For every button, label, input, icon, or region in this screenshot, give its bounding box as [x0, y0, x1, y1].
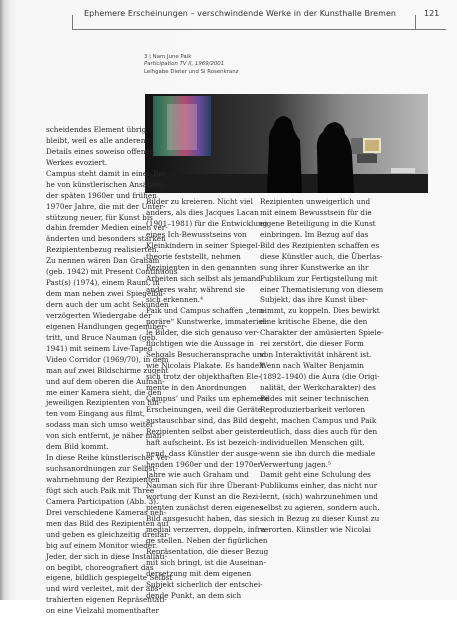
text-line: Charakter der amüsierten Spiele-	[260, 328, 384, 338]
text-line: Bild ausgesucht haben, das sie	[146, 514, 260, 524]
text-line: nimmt, zu koppeln. Dies bewirkt	[260, 306, 380, 316]
photo-image	[145, 94, 428, 193]
text-line: verorten. Künstler wie Nicolai	[260, 525, 371, 535]
text-line: mit sich bringt, ist die Auseinan-	[146, 557, 266, 567]
text-line: sich in Bezug zu dieser Kunst zu	[260, 514, 380, 524]
caption-line: Leihgabe Dieter und Si Rosenkranz	[144, 68, 239, 75]
text-line: Paik und Campus schaffen „tem-	[146, 306, 266, 316]
text-line: austauschbar sind, das Bild des	[146, 415, 263, 425]
text-line: (geb. 1942) mit Present Continuous	[46, 267, 178, 277]
text-line: wie Nicolais Plakate. Es handelt	[146, 361, 265, 371]
text-line: diese Künstler auch, die Überlas-	[260, 251, 383, 261]
text-line: dersetzung mit dem eigenen	[146, 568, 252, 578]
text-line: big auf einem Monitor wieder.	[46, 540, 158, 550]
text-line: fügt sich auch Paik mit Three	[46, 485, 155, 495]
text-line: Rezipienten in den genannten	[146, 262, 257, 272]
text-line: eigenen Handlungen gegenüber-	[46, 321, 168, 331]
text-line: Reproduzierbarkeit verloren	[260, 404, 366, 414]
text-line: (1901–1981) für die Entwicklung	[146, 218, 268, 228]
caption-line: Participation TV II, 1969/2001	[144, 61, 225, 68]
text-line: stützung neuer, für Kunst bis	[46, 212, 153, 222]
text-line: der späten 1960er und frühen	[46, 190, 157, 200]
text-line: trahierten eigenen Repräsentati-	[46, 595, 167, 605]
text-line: Zu nennen wären Dan Graham	[46, 256, 160, 266]
text-line: ten vom Eingang aus filmt,	[46, 409, 145, 419]
text-line: Video Corridor (1969/70), in dem	[46, 354, 169, 364]
text-line: 1970er Jahre, die mit der Unter-	[46, 201, 166, 211]
header-tick-right	[415, 15, 416, 29]
text-line: Jeder, der sich in diese Installati-	[46, 551, 168, 561]
text-line: poräre“ Kunstwerke, immateriel-	[146, 317, 268, 327]
text-line: henden 1960er und der 1970er	[146, 459, 262, 469]
text-line: suchsanordnungen zur Selbst-	[46, 464, 158, 474]
text-line: on begibt, choreografiert das	[46, 562, 154, 572]
text-line: on eine Vielzahl momenthafter	[46, 606, 160, 616]
installation-photo	[145, 94, 428, 193]
text-line: he von künstlerischen Ansätzen	[46, 179, 163, 189]
text-line: Details eines soweiso offenen	[46, 146, 155, 156]
text-line: In diese Reihe künstlerischer Ver-	[46, 453, 171, 463]
text-line: Campus steht damit in einer Rei-	[46, 168, 168, 178]
text-column-2	[146, 197, 269, 602]
header-title: Ephemere Erscheinungen – verschwindende Werke in der Kunsthalle Bremen	[84, 9, 397, 18]
running-header	[0, 6, 457, 28]
text-line: deutlich, dass dies auch für den	[260, 426, 378, 436]
text-line: Bild des Rezipienten schaffen es	[260, 240, 380, 250]
figure-caption	[144, 54, 238, 76]
text-line: eigene Beteiligung in die Kunst	[260, 218, 376, 228]
text-line: dahin fremder Medien einen ver-	[46, 223, 168, 233]
text-line: Bilder zu kreieren. Nicht viel	[146, 197, 253, 206]
text-line: le Bilder, die sich genauso ver-	[146, 328, 260, 338]
text-line: verzögerten Wiedergabe der	[46, 310, 152, 320]
header-tick-left	[72, 15, 73, 29]
text-line: sung ihrer Kunstwerke an ihr	[260, 262, 369, 272]
text-line: bleibt, weil es alle anderen	[46, 135, 146, 145]
header-rule	[72, 29, 446, 30]
text-line: Werkes evoziert.	[46, 157, 108, 167]
text-line: individuellen Menschen gilt,	[260, 437, 365, 447]
text-line: sich erkennen.⁴	[146, 295, 204, 305]
text-line: sodass man sich umso weiter	[46, 420, 154, 430]
text-line: Publikums einher, das nicht nur	[260, 481, 378, 491]
text-line: tritt, und Bruce Nauman (geb.	[46, 332, 158, 342]
text-line: von Interaktivität inhärent ist.	[260, 350, 372, 360]
text-line: Verwertung jagen.⁵	[260, 459, 331, 469]
text-line: Drei verschiedene Kameras neh-	[46, 507, 167, 517]
text-line: Camera Participation (Abb. 3).	[46, 496, 159, 506]
text-line: Subjekt sicherlich der entschei-	[146, 579, 263, 589]
text-line: me einer Kamera sieht, die den	[46, 387, 162, 397]
text-line: eine kritische Ebene, die den	[260, 317, 368, 327]
text-line: man auf zwei Bildschirme zugeht	[46, 365, 169, 375]
text-line: Damit geht eine Schulung des	[260, 470, 371, 480]
text-line: Subjekt, das ihre Kunst über-	[260, 295, 368, 305]
text-line: selbst zu agieren, sondern auch,	[260, 503, 380, 513]
text-line: wahrnehmung der Rezipienten	[46, 475, 160, 484]
text-line: rei zerstört, die dieser Form	[260, 339, 364, 349]
text-line: dern auch der um acht Sekunden	[46, 300, 169, 309]
text-line: ge stellen. Neben der figürlichen	[146, 536, 268, 546]
text-line: Nauman sich für ihre Überant-	[146, 481, 260, 491]
text-line: sich trotz der objekthaften Ele-	[146, 372, 261, 381]
text-line: Sehgals Besucheransprache und	[146, 350, 267, 360]
text-line: lernt, (sich) wahrzunehmen und	[260, 492, 378, 502]
page-number: 121	[424, 9, 440, 18]
text-line: eines Ich-Bewusstseins von	[146, 229, 247, 239]
text-line: Kleinkindern in seiner Spiegel-	[146, 240, 261, 250]
text-line: nend, dass Künstler der ausge-	[146, 448, 260, 458]
text-line: Repräsentation, die dieser Bezug	[146, 547, 269, 556]
text-line: wenn sie ihn durch die mediale	[260, 448, 376, 458]
text-line: Past(s) (1974), einem Raum, in	[46, 278, 160, 288]
text-line: und wird verleitet, mit der abs-	[46, 584, 161, 594]
text-line: dende Punkt, an dem sich	[146, 590, 242, 600]
text-line: anderes wahr, während sie	[146, 284, 246, 294]
text-line: dem man neben zwei Spiegelbil-	[46, 289, 166, 299]
text-line: mit einem Bewusstsein für die	[260, 207, 372, 217]
text-line: dem Bild kommt.	[46, 442, 109, 452]
text-line: einer Thematisierung von diesem	[260, 284, 384, 294]
text-line: wortung der Kunst an die Rezi-	[146, 492, 261, 502]
text-line: jeweiligen Rezipienten von hin-	[46, 398, 162, 408]
text-line: Wenn nach Walter Benjamin	[260, 361, 364, 371]
text-line: men das Bild des Rezipienten auf	[46, 518, 169, 528]
text-line: Arbeiten sich selbst als jemand	[146, 273, 261, 283]
text-line: Bildes mit seiner technischen	[260, 393, 369, 403]
caption-line: 3 | Nam June Paik	[144, 54, 192, 60]
text-line: Rezipienten selbst aber geister-	[146, 426, 264, 436]
text-line: Publikum zur Fertigstellung mit	[260, 273, 378, 283]
text-line: anders, als dies Jacques Lacan	[146, 207, 259, 217]
text-line: nalität, der Werkcharakter) des	[260, 382, 376, 392]
text-line: (1892–1940) die Aura (die Origi-	[260, 372, 380, 381]
text-line: Rezipienten unweigerlich und	[260, 197, 371, 206]
text-line: Erscheinungen, weil die Geräte	[146, 404, 263, 414]
text-line: und geben es gleichzeitig dreifar-	[46, 529, 170, 539]
text-line: geht, machen Campus und Paik	[260, 415, 377, 425]
text-line: medial verzerren, doppeln, infra-	[146, 525, 268, 535]
text-column-3	[260, 197, 384, 536]
text-line: und auf dem oberen die Aufnah-	[46, 376, 165, 386]
text-line: änderten und besonders starken	[46, 234, 166, 244]
text-line: Rezipientenbezug realisierten.	[46, 245, 159, 255]
text-line: flüchtigen wie die Aussage in	[146, 339, 254, 349]
text-line: 1941) mit seinem Live-Taped	[46, 343, 153, 353]
text-line: einbringen. Im Bezug auf das	[260, 229, 369, 239]
text-line: eigene, bildlich gespiegelte Selbst	[46, 573, 173, 583]
text-line: theorie feststellt, nehmen	[146, 251, 241, 261]
text-line: pienten zunächst deren eigenes	[146, 503, 264, 513]
text-line: Jahre wie auch Graham und	[146, 470, 249, 480]
text-line: Campus’ und Paiks um ephemere	[146, 393, 269, 403]
text-line: scheidendes Element übrig	[46, 125, 147, 134]
text-line: haft aufscheint. Es ist bezeich-	[146, 437, 259, 447]
text-line: von sich entfernt, je näher man	[46, 431, 162, 441]
text-line: mente in den Anordnungen	[146, 382, 247, 392]
